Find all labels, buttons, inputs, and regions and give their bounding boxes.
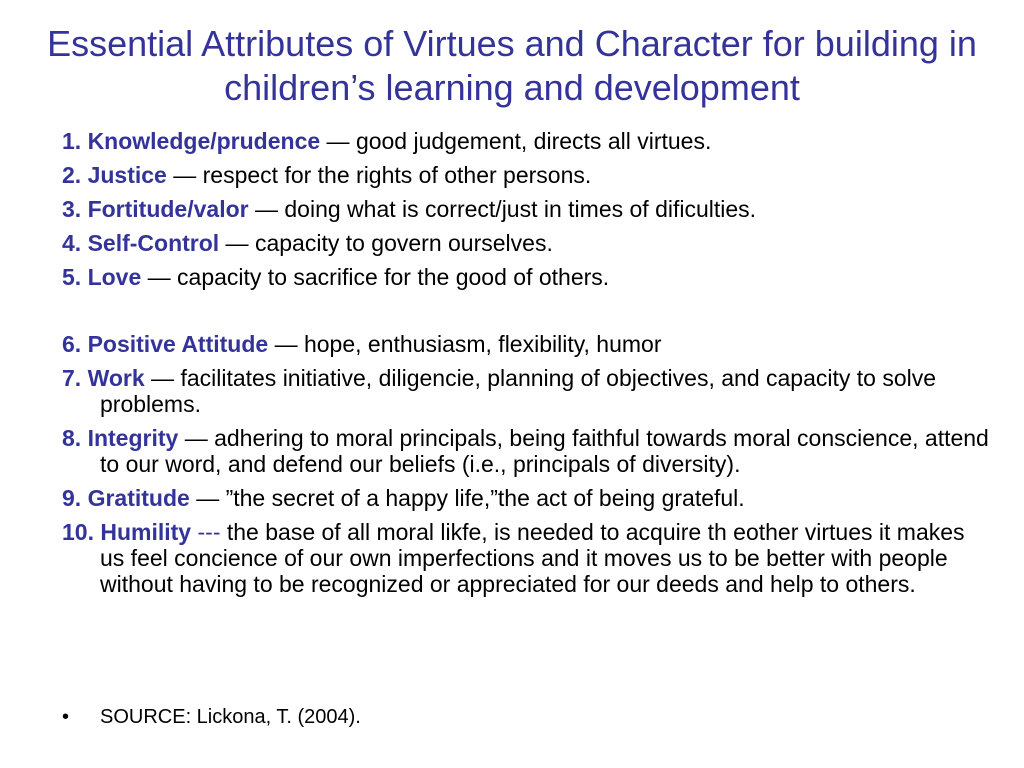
virtue-description: doing what is correct/just in times of dificulties. <box>284 196 757 222</box>
virtue-name: 7. Work <box>62 365 145 391</box>
virtue-item-fortitude <box>62 196 992 222</box>
virtue-name: 10. Humility <box>62 519 192 545</box>
virtue-separator: — <box>189 485 226 511</box>
virtue-item-knowledge <box>62 128 992 154</box>
virtue-name: 5. Love <box>62 264 142 290</box>
virtue-separator: --- <box>191 519 227 545</box>
virtue-name: 1. Knowledge/prudence <box>62 128 321 154</box>
virtue-item-justice <box>62 162 992 188</box>
virtue-name: 4. Self-Control <box>62 230 220 256</box>
virtue-item-positive-attitude <box>62 331 992 357</box>
virtue-description: the base of all moral likfe, is needed to acquire th eother virtues it makes us feel concience of our own imperfections and it moves us to be better with people without having to be recognized or appreciated for our deeds and help to others. <box>100 519 965 597</box>
virtue-separator: — <box>248 196 285 222</box>
virtue-description: capacity to govern ourselves. <box>254 230 553 256</box>
virtue-name: 9. Gratitude <box>62 485 190 511</box>
virtue-description: capacity to sacrifice for the good of others. <box>177 264 610 290</box>
virtue-item-self-control <box>62 230 992 256</box>
source-citation: SOURCE: Lickona, T. (2004). <box>100 706 361 728</box>
virtue-item-gratitude <box>62 485 992 511</box>
virtue-description: ”the secret of a happy life,”the act of being grateful. <box>225 485 745 511</box>
virtue-description: facilitates initiative, diligencie, planning of objectives, and capacity to solve problems. <box>100 365 937 417</box>
virtue-separator: — <box>320 128 356 154</box>
slide-title: Essential Attributes of Virtues and Character for building in children’s learning and development <box>47 23 977 108</box>
virtue-name: 6. Positive Attitude <box>62 331 269 357</box>
source-item <box>62 705 361 729</box>
virtue-separator: — <box>144 365 181 391</box>
virtue-item-work <box>62 365 992 417</box>
virtue-name: 8. Integrity <box>62 425 179 451</box>
virtue-name: 3. Fortitude/valor <box>62 196 249 222</box>
virtue-item-love <box>62 264 992 290</box>
virtue-separator: — <box>166 162 203 188</box>
virtue-separator: — <box>219 230 255 256</box>
virtue-separator: — <box>178 425 215 451</box>
source-list <box>62 705 361 729</box>
virtue-description: adhering to moral principals, being faithful towards moral conscience, attend to our word, and defend our beliefs (i.e., principals of diversity). <box>100 425 989 477</box>
virtue-list <box>62 128 992 605</box>
virtue-item-integrity <box>62 425 992 477</box>
virtue-item-humility <box>62 519 992 597</box>
virtue-description: respect for the rights of other persons. <box>202 162 592 188</box>
virtue-separator: — <box>141 264 178 290</box>
bullet-icon: • <box>62 706 70 728</box>
virtue-description: good judgement, directs all virtues. <box>355 128 712 154</box>
virtue-name: 2. Justice <box>62 162 167 188</box>
virtue-description: hope, enthusiasm, flexibility, humor <box>303 331 662 357</box>
virtue-separator: — <box>268 331 304 357</box>
